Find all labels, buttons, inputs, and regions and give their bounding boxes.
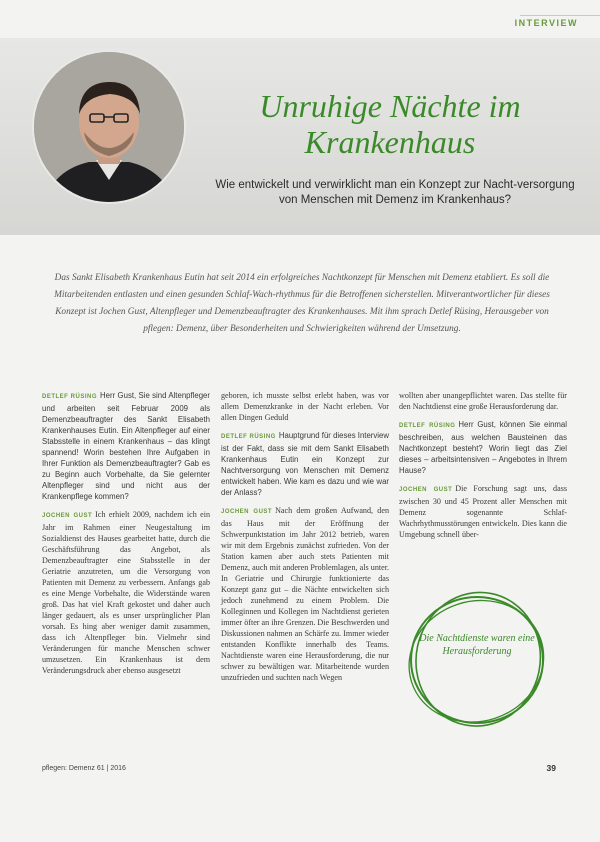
speaker-label: JOCHEN GUST	[399, 487, 453, 493]
header-rule	[520, 15, 600, 16]
answer-paragraph: wollten aber unangepflichtet waren. Das stellte für den Nachtdienst eine große Herausforderung dar.	[399, 391, 567, 411]
speaker-label: JOCHEN GUST	[42, 513, 93, 519]
question-paragraph: DETLEF RÜSING Herr Gust, Sie sind Altenpfleger und arbeiten seit Februar 2009 als Demenzbeauftragter des Sankt Elisabeth Krankenhauses Eutin. Ein Altenpfleger auf einer Stabsstelle in einem Krankenhaus – das klingt spannend! Worin bestehen Ihre Aufgaben in Ihrer Funktion als Demenzbeauftragter? Gab es zu Beginn auch Vorbehalte, da Sie gelernter Altenpfleger sind und nicht aus der Krankenpflege kommen?	[42, 391, 210, 501]
portrait-photo	[34, 52, 184, 202]
page-number: 39	[546, 763, 556, 773]
pullquote: Die Nachtdienste waren eine Herausforderung	[419, 633, 535, 657]
question-paragraph: DETLEF RÜSING Hauptgrund für dieses Interview ist der Fakt, dass sie mit dem Sankt Elisabeth Krankenhaus Eutin ein Konzept zur Nachtversorgung von Menschen mit Demenz entwickelt haben. Wie kam es dazu und wie war der Anlass?	[221, 431, 389, 497]
title-line-2: Krankenhaus	[304, 124, 476, 160]
text-column-1	[42, 390, 210, 683]
section-tag: INTERVIEW	[514, 18, 578, 28]
speaker-label: DETLEF RÜSING	[399, 423, 456, 429]
speaker-label: JOCHEN GUST	[221, 509, 273, 515]
speaker-label: DETLEF RÜSING	[221, 434, 276, 440]
article-title	[200, 88, 580, 160]
pullquote-circle-icon	[402, 585, 552, 735]
intro-paragraph: Das Sankt Elisabeth Krankenhaus Eutin hat seit 2014 ein erfolgreiches Nachtkonzept für Menschen mit Demenz etabliert. Es soll die Mitarbeitenden entlasten und einen gesunden Schlaf-Wach-rhythmus für die Betroffenen sicherstellen. Mitverantwortlicher für dieses Konzept ist Jochen Gust, Altenpfleger und Demenzbeauftragter des Krankenhauses. Mit ihm sprach Detlef Rüsing, Herausgeber von pflegen: Demenz, über Besonderheiten und Schwierigkeiten während der Umsetzung.	[54, 273, 550, 334]
answer-paragraph: geboren, ich musste selbst erlebt haben, was vor allem Demenzkranke in der Nacht erleben. Vor allen Dingen Geduld	[221, 391, 389, 422]
title-line-1: Unruhige Nächte im	[259, 88, 521, 124]
footer-publication: pflegen: Demenz 61 | 2016	[42, 765, 126, 772]
article-subtitle: Wie entwickelt und verwirklicht man ein Konzept zur Nacht-versorgung von Menschen mit Demenz im Krankenhaus?	[215, 179, 575, 206]
answer-paragraph: JOCHEN GUST Die Forschung sagt uns, dass zwischen 30 und 45 Prozent aller Menschen mit Demenz sogenannte Schlaf-Wachrhythmusstörungen entwickeln. Dies kann die Umgebung schnell über-	[399, 484, 567, 539]
portrait-illustration	[34, 52, 184, 202]
answer-paragraph: JOCHEN GUST Ich erhielt 2009, nachdem ich ein Jahr im Rahmen einer Neugestaltung im Sozialdienst des Hauses gearbeitet hatte, durch die Geschäftsführung das Angebot, als Demenzbeauftragter eine Stabsstelle in der Geriatrie anzutreten, um die Versorgung von Patienten mit Demenz zu verbessern. Anfangs gab es eine Menge Vorbehalte, die Widerstände waren groß. Das hat viel Kraft gekostet und daher auch länger gedauert, als es unser ursprünglicher Plan vorsah. Es hing aber weniger damit zusammen, dass ich Altenpfleger bin. Vielmehr sind Veränderungen für manche Menschen schwer umzusetzen. Ein Krankenhaus ist dem Veränderungsdruck aber ebenso ausgesetzt	[42, 510, 211, 675]
answer-paragraph: JOCHEN GUST Nach dem großen Aufwand, den das Haus mit der Eröffnung der Schwerpunktstation im Jahr 2012 betrieb, waren wir mit dem Ergebnis zunächst zufrieden. Von der Station kamen aber auch stets Patienten mit Demenz, auch mit anderen Problemlagen, als unter. In Geriatrie und Chirurgie funktionierte das Konzept ganz gut – die Nächte entwickelten sich jedoch zunehmend zu einem Problem. Die Kolleginnen und Kollegen im Nachtdienst gerieten immer öfter an ihre Grenzen. Die Beschwerden und Diskussionen nahmen an Schärfe zu. Immer wieder entstanden Konflikte innerhalb des Teams. Nachtdienste waren eine Herausforderung, die nur schwer zu bewältigen war. Mitarbeitende wurden unzufrieden und suchten nach Wegen	[221, 506, 389, 682]
text-column-3	[399, 390, 567, 547]
text-column-2	[221, 390, 389, 690]
speaker-label: DETLEF RÜSING	[42, 394, 98, 400]
question-paragraph: DETLEF RÜSING Herr Gust, können Sie einmal beschreiben, aus welchen Bausteinen das Nachtkonzept besteht? Worin liegt das Ziel dieses – arbeitsintensiven – Angebotes in Ihrem Hause?	[399, 420, 567, 475]
